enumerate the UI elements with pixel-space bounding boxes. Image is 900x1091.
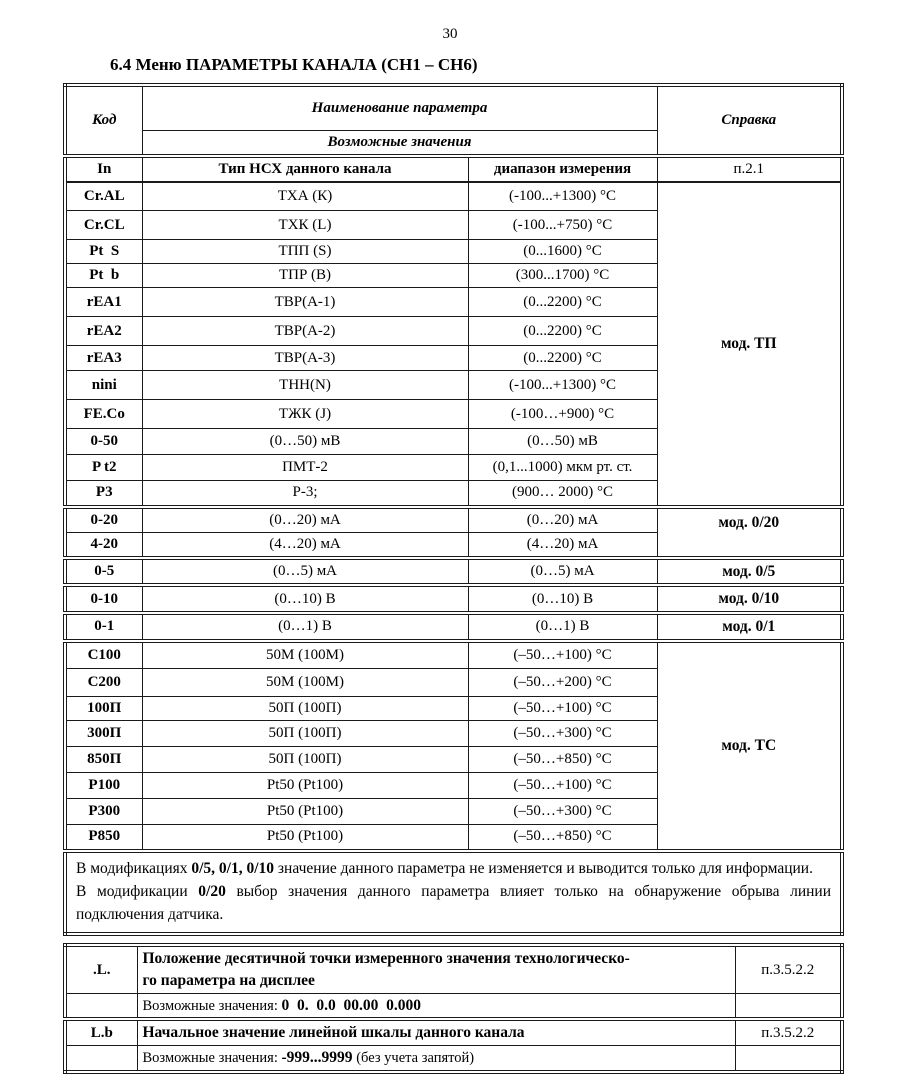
cell-code: P3 bbox=[65, 481, 142, 507]
cell-range: (300...1700) °С bbox=[468, 264, 657, 288]
cell-code: 0-10 bbox=[65, 585, 142, 613]
cell-name: 50М (100М) bbox=[142, 641, 468, 669]
cell-code: rEA3 bbox=[65, 346, 142, 371]
values-text-segment: -999...9999 bbox=[281, 1049, 353, 1067]
cell-range: (0…10) В bbox=[468, 585, 657, 613]
cell-name: 50П (100П) bbox=[142, 697, 468, 721]
cell-range: (0...1600) °С bbox=[468, 240, 657, 264]
table-row bbox=[65, 558, 842, 586]
cell-range: (0…5) мА bbox=[468, 558, 657, 586]
cell-code: P100 bbox=[65, 773, 142, 799]
cell-reference: мод. 0/5 bbox=[657, 558, 842, 586]
main-table-body bbox=[65, 85, 842, 934]
description-line: Начальное значение линейной шкалы данного канала bbox=[142, 1024, 525, 1042]
cell-code: 0-5 bbox=[65, 558, 142, 586]
col-header-name: Наименование параметра bbox=[142, 85, 657, 130]
values-text-segment: 0 0. 0.0 00.00 0.000 bbox=[281, 996, 422, 1014]
param-values-row bbox=[65, 993, 842, 1019]
cell-range: (0...2200) °С bbox=[468, 317, 657, 346]
channel-params-table bbox=[63, 83, 844, 936]
cell-range: (0…20) мА bbox=[468, 507, 657, 533]
col-header-ref: Справка bbox=[657, 85, 842, 156]
note-text-segment: В модификациях bbox=[76, 859, 192, 877]
cell-name: Pt50 (Pt100) bbox=[142, 825, 468, 851]
cell-range: (–50…+850) °С bbox=[468, 747, 657, 773]
cell-code: 850П bbox=[65, 747, 142, 773]
cell-reference: п.3.5.2.2 bbox=[735, 945, 842, 993]
note-text-segment: В модификации bbox=[76, 882, 199, 900]
cell-range: (–50…+300) °С bbox=[468, 721, 657, 747]
cell-code: C200 bbox=[65, 669, 142, 697]
cell-range: диапазон измерения bbox=[468, 156, 657, 182]
table-row bbox=[65, 585, 842, 613]
cell-range: (–50…+100) °С bbox=[468, 773, 657, 799]
cell-name: (0…10) В bbox=[142, 585, 468, 613]
cell-code: P t2 bbox=[65, 455, 142, 481]
cell-name: 50П (100П) bbox=[142, 747, 468, 773]
table-row bbox=[65, 156, 842, 182]
cell-range: (-100...+750) °С bbox=[468, 211, 657, 240]
cell-name: (0…5) мА bbox=[142, 558, 468, 586]
table-row bbox=[65, 507, 842, 533]
cell-empty bbox=[65, 993, 137, 1019]
cell-range: (-100...+1300) °С bbox=[468, 182, 657, 211]
values-text-segment: (без учета запятой) bbox=[352, 1050, 475, 1067]
cell-range: (-100…+900) °С bbox=[468, 400, 657, 429]
table-row bbox=[65, 613, 842, 641]
cell-range: (–50…+100) °С bbox=[468, 641, 657, 669]
cell-code: P300 bbox=[65, 799, 142, 825]
cell-range: (4…20) мА bbox=[468, 532, 657, 558]
param-desc-row bbox=[65, 1019, 842, 1045]
section-heading: 6.4 Меню ПАРАМЕТРЫ КАНАЛА (CH1 – CH6) bbox=[110, 55, 478, 74]
cell-code: rEA1 bbox=[65, 288, 142, 317]
cell-name: ТПП (S) bbox=[142, 240, 468, 264]
cell-range: (0...2200) °С bbox=[468, 288, 657, 317]
notes-row bbox=[65, 851, 842, 935]
cell-possible-values bbox=[137, 1046, 735, 1072]
cell-name: (4…20) мА bbox=[142, 532, 468, 558]
cell-code: Pt S bbox=[65, 240, 142, 264]
cell-name: (0…1) В bbox=[142, 613, 468, 641]
col-header-code: Код bbox=[65, 85, 142, 156]
cell-code: P850 bbox=[65, 825, 142, 851]
cell-code: 300П bbox=[65, 721, 142, 747]
cell-code: 4-20 bbox=[65, 532, 142, 558]
cell-code: .L. bbox=[65, 945, 137, 993]
cell-range: (-100...+1300) °С bbox=[468, 371, 657, 400]
cell-range: (0…50) мВ bbox=[468, 429, 657, 455]
cell-range: (–50…+300) °С bbox=[468, 799, 657, 825]
cell-name: 50П (100П) bbox=[142, 721, 468, 747]
cell-name: ТПР (В) bbox=[142, 264, 468, 288]
cell-code: L.b bbox=[65, 1019, 137, 1045]
cell-code: nini bbox=[65, 371, 142, 400]
cell-code: Cr.CL bbox=[65, 211, 142, 240]
cell-range: (0...2200) °С bbox=[468, 346, 657, 371]
table-row bbox=[65, 641, 842, 669]
header-row-1 bbox=[65, 85, 842, 130]
cell-name: 50М (100М) bbox=[142, 669, 468, 697]
cell-range: (900… 2000) °С bbox=[468, 481, 657, 507]
col-header-values: Возможные значения bbox=[142, 130, 657, 156]
cell-reference: мод. ТС bbox=[657, 641, 842, 851]
description-line: Положение десятичной точки измеренного значения технологическо- bbox=[142, 950, 630, 968]
cell-name: ПМТ-2 bbox=[142, 455, 468, 481]
cell-name: ТЖК (J) bbox=[142, 400, 468, 429]
cell-reference: п.3.5.2.2 bbox=[735, 1019, 842, 1045]
param-desc-row bbox=[65, 945, 842, 993]
cell-range: (–50…+100) °С bbox=[468, 697, 657, 721]
cell-name: ТНН(N) bbox=[142, 371, 468, 400]
cell-range: (–50…+200) °С bbox=[468, 669, 657, 697]
cell-name: Pt50 (Pt100) bbox=[142, 799, 468, 825]
cell-name: Тип НСХ данного канала bbox=[142, 156, 468, 182]
cell-empty bbox=[735, 1046, 842, 1072]
cell-reference: п.2.1 bbox=[657, 156, 842, 182]
cell-name: ТВР(А-3) bbox=[142, 346, 468, 371]
cell-name: ТХК (L) bbox=[142, 211, 468, 240]
cell-code: FE.Co bbox=[65, 400, 142, 429]
cell-code: Cr.AL bbox=[65, 182, 142, 211]
params-table-body bbox=[65, 945, 842, 1071]
cell-code: 0-50 bbox=[65, 429, 142, 455]
modification-note bbox=[76, 880, 831, 927]
table-row bbox=[65, 182, 842, 211]
note-text-segment: 0/5, 0/1, 0/10 bbox=[191, 859, 275, 877]
display-params-table bbox=[63, 943, 844, 1073]
page-number: 30 bbox=[442, 26, 458, 42]
cell-description bbox=[137, 945, 735, 993]
cell-code: Pt b bbox=[65, 264, 142, 288]
note-text-segment: значение данного параметра не изменяется и выводится только для информации. bbox=[274, 859, 813, 877]
cell-name: ТВР(А-2) bbox=[142, 317, 468, 346]
cell-name: Pt50 (Pt100) bbox=[142, 773, 468, 799]
cell-name: (0…50) мВ bbox=[142, 429, 468, 455]
cell-range: (–50…+850) °С bbox=[468, 825, 657, 851]
cell-possible-values bbox=[137, 993, 735, 1019]
cell-code: In bbox=[65, 156, 142, 182]
modification-note bbox=[76, 857, 831, 880]
table-notes bbox=[65, 851, 842, 935]
cell-code: 0-20 bbox=[65, 507, 142, 533]
values-text-segment: Возможные значения: bbox=[142, 997, 282, 1014]
cell-name: (0…20) мА bbox=[142, 507, 468, 533]
description-line: го параметра на дисплее bbox=[142, 972, 315, 989]
cell-code: rEA2 bbox=[65, 317, 142, 346]
cell-description bbox=[137, 1019, 735, 1045]
cell-range: (0…1) В bbox=[468, 613, 657, 641]
cell-name: ТХА (К) bbox=[142, 182, 468, 211]
cell-range: (0,1...1000) мкм рт. ст. bbox=[468, 455, 657, 481]
cell-code: 0-1 bbox=[65, 613, 142, 641]
note-text-segment: 0/20 bbox=[198, 882, 226, 900]
note-text-segment: выбор значения данного параметра влияет только на обнаружение обрыва линии подключения датчика. bbox=[76, 882, 832, 924]
values-text-segment: Возможные значения: bbox=[142, 1050, 282, 1067]
cell-reference: мод. 0/20 bbox=[657, 507, 842, 558]
cell-reference: мод. 0/10 bbox=[657, 585, 842, 613]
param-values-row bbox=[65, 1046, 842, 1072]
cell-code: C100 bbox=[65, 641, 142, 669]
cell-name: ТВР(А-1) bbox=[142, 288, 468, 317]
cell-empty bbox=[65, 1046, 137, 1072]
cell-reference: мод. ТП bbox=[657, 182, 842, 507]
cell-name: Р-3; bbox=[142, 481, 468, 507]
cell-empty bbox=[735, 993, 842, 1019]
cell-reference: мод. 0/1 bbox=[657, 613, 842, 641]
cell-code: 100П bbox=[65, 697, 142, 721]
